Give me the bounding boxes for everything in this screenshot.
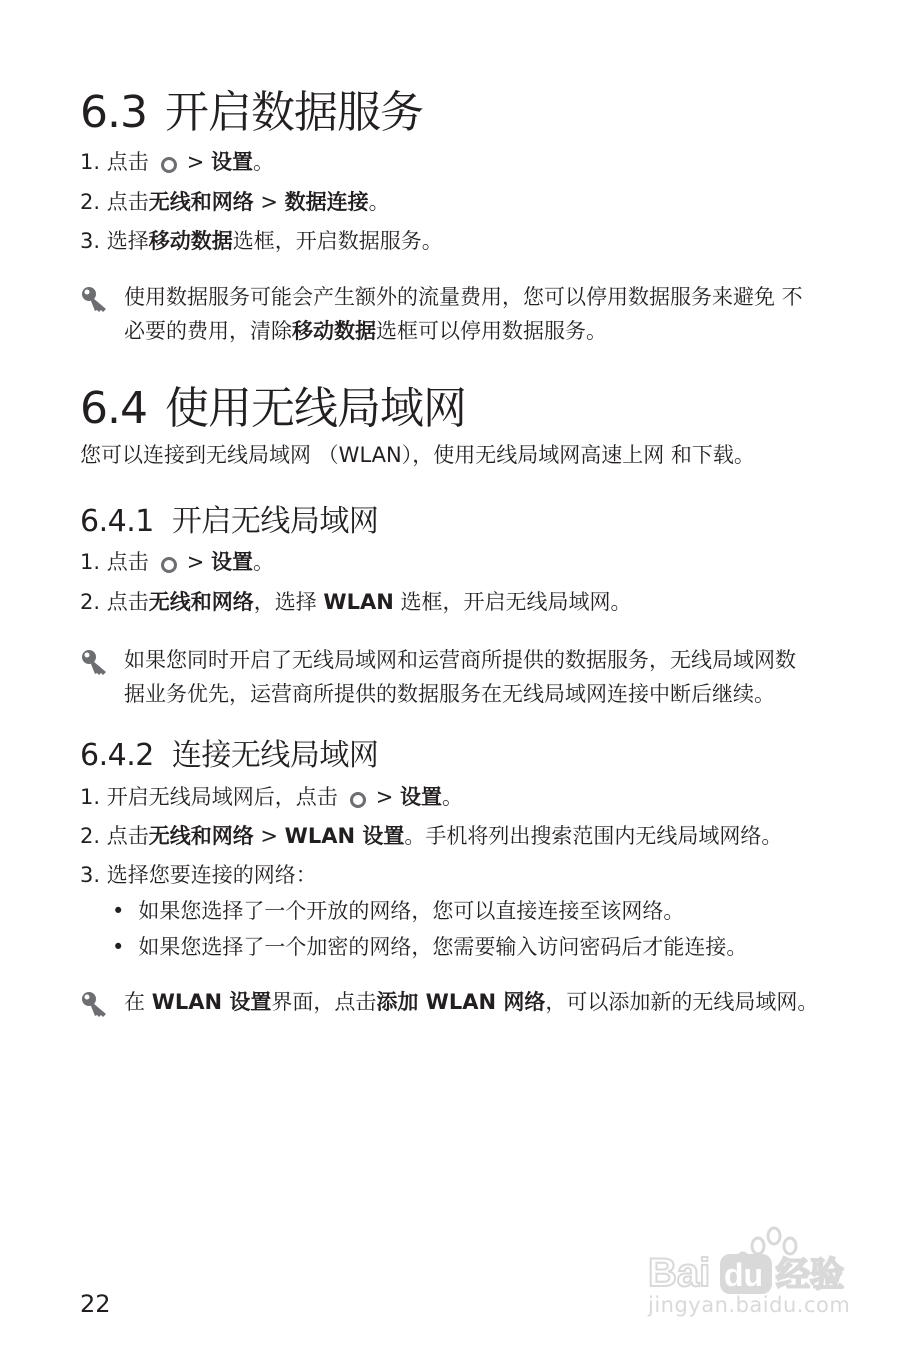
step-6-4-2-2: 2. 点击无线和网络 > WLAN 设置。手机将列出搜索范围内无线局域网络。 [80, 824, 783, 848]
section-heading-6-4-2: 6.4.2 连接无线局域网 [80, 738, 379, 773]
bullet-icon: • [112, 935, 125, 959]
note-key-icon [80, 990, 112, 1018]
step-6-4-2-3: 3. 选择您要连接的网络： [80, 863, 317, 887]
circle-icon [161, 557, 177, 573]
section-heading-6-3: 6.3 开启数据服务 [80, 87, 423, 138]
step-6-4-1-1: 1. 点击 > 设置。 [80, 550, 274, 574]
circle-icon [350, 792, 366, 808]
svg-text:du: du [724, 1257, 764, 1293]
step-6-3-1: 1. 点击 > 设置。 [80, 150, 274, 174]
circle-icon [161, 157, 177, 173]
step-6-4-1-2: 2. 点击无线和网络，选择 WLAN 选框，开启无线局域网。 [80, 590, 632, 614]
svg-text:经验: 经验 [776, 1255, 844, 1295]
list-item: • 如果您选择了一个开放的网络，您可以直接连接至该网络。 [112, 899, 685, 923]
section-heading-6-4-1: 6.4.1 开启无线局域网 [80, 504, 379, 539]
step-6-3-2: 2. 点击无线和网络 > 数据连接。 [80, 190, 390, 214]
step-6-3-3: 3. 选择移动数据选框，开启数据服务。 [80, 229, 443, 253]
page-number: 22 [80, 1290, 111, 1318]
list-item: • 如果您选择了一个加密的网络，您需要输入访问密码后才能连接。 [112, 935, 748, 959]
bullet-icon: • [112, 899, 125, 923]
step-6-4-2-1: 1. 开启无线局域网后，点击 > 设置。 [80, 785, 463, 809]
note-key-icon [80, 648, 112, 676]
svg-text:Bai: Bai [648, 1251, 711, 1295]
intro-6-4: 您可以连接到无线局域网 （WLAN），使用无线局域网高速上网 和下载。 [80, 443, 755, 467]
note-key-icon [80, 285, 112, 313]
watermark-url: jingyan.baidu.com [648, 1293, 851, 1317]
section-heading-6-4: 6.4 使用无线局域网 [80, 383, 466, 434]
